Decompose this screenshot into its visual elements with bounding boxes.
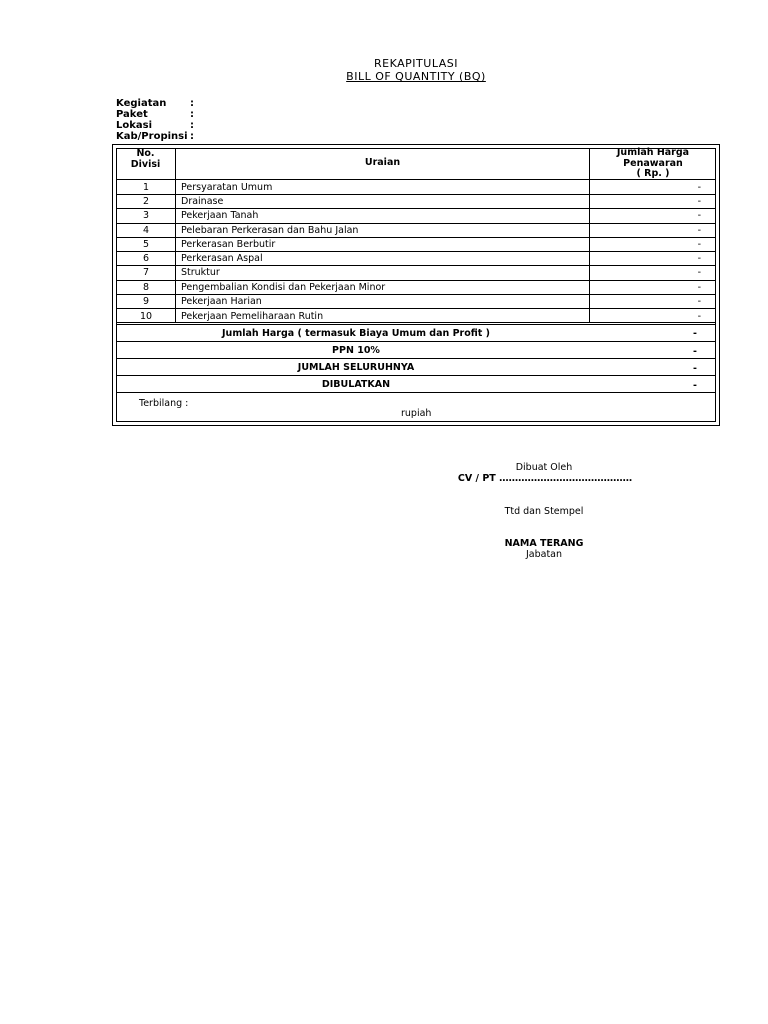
header-amount-line3: ( Rp. ) <box>636 168 670 179</box>
row-amount: - <box>697 281 701 293</box>
info-label: Lokasi <box>116 120 153 131</box>
company-line: CV / PT …………………………………… <box>457 473 633 484</box>
summary-amount: - <box>693 362 697 374</box>
row-no: 9 <box>142 295 150 307</box>
bq-table <box>112 144 720 426</box>
row-no: 8 <box>142 281 150 293</box>
summary-label: JUMLAH SELURUHNYA <box>297 361 415 373</box>
info-separator: : <box>190 109 194 120</box>
row-desc: Pelebaran Perkerasan dan Bahu Jalan <box>181 224 359 236</box>
row-desc: Drainase <box>181 195 224 207</box>
row-no: 3 <box>142 209 150 221</box>
header-uraian: Uraian <box>364 157 401 168</box>
summary-label: PPN 10% <box>332 344 380 356</box>
row-no: 2 <box>142 195 150 207</box>
row-amount: - <box>697 195 701 207</box>
row-desc: Pekerjaan Pemeliharaan Rutin <box>181 310 324 322</box>
summary-amount: - <box>693 379 697 391</box>
document-subtitle-text: BILL OF QUANTITY (BQ) <box>346 70 486 83</box>
row-no: 1 <box>142 181 150 193</box>
header-amount-line1: Jumlah Harga <box>616 147 690 158</box>
summary-amount: - <box>693 345 697 357</box>
info-separator: : <box>190 120 194 131</box>
row-no: 4 <box>142 224 150 236</box>
row-no: 7 <box>142 266 150 278</box>
row-amount: - <box>697 266 701 278</box>
row-amount: - <box>697 181 701 193</box>
row-amount: - <box>697 224 701 236</box>
info-block <box>116 98 194 142</box>
stamp-label: Ttd dan Stempel <box>504 506 584 517</box>
info-label: Kab/Propinsi <box>116 131 188 142</box>
row-amount: - <box>697 238 701 250</box>
info-paket <box>116 109 194 120</box>
summary-label: Jumlah Harga ( termasuk Biaya Umum dan Profit ) <box>222 327 490 339</box>
row-amount: - <box>697 310 701 322</box>
header-jumlah-harga <box>590 148 716 180</box>
row-no: 10 <box>139 310 153 322</box>
row-amount: - <box>697 252 701 264</box>
row-amount: - <box>697 295 701 307</box>
summary-amount: - <box>693 327 697 339</box>
row-desc: Perkerasan Berbutir <box>181 238 276 250</box>
info-kegiatan <box>116 98 194 109</box>
document-subtitle <box>0 70 768 83</box>
header-no-divisi <box>116 149 175 170</box>
header-no-line2: Divisi <box>130 158 161 170</box>
info-lokasi <box>116 120 194 131</box>
row-no: 5 <box>142 238 150 250</box>
info-separator: : <box>190 131 194 142</box>
header-no-line1: No. <box>136 148 155 159</box>
row-desc: Pekerjaan Harian <box>181 295 262 307</box>
row-desc: Perkerasan Aspal <box>181 252 263 264</box>
row-amount: - <box>697 209 701 221</box>
summary-rule <box>116 392 716 393</box>
position-label: Jabatan <box>525 549 563 560</box>
summary-top-rule <box>116 322 716 323</box>
row-desc: Pekerjaan Tanah <box>181 209 259 221</box>
document-title: REKAPITULASI <box>374 57 458 70</box>
rupiah-label: rupiah <box>401 408 432 419</box>
info-kab-propinsi <box>116 131 194 142</box>
info-label: Kegiatan <box>116 98 167 109</box>
row-desc: Persyaratan Umum <box>181 181 273 193</box>
made-by-label: Dibuat Oleh <box>515 462 573 473</box>
terbilang-label: Terbilang : <box>139 398 189 409</box>
row-no: 6 <box>142 252 150 264</box>
row-desc: Struktur <box>181 266 220 278</box>
summary-label: DIBULATKAN <box>321 378 391 390</box>
name-label: NAMA TERANG <box>504 538 584 549</box>
row-desc: Pengembalian Kondisi dan Pekerjaan Minor <box>181 281 386 293</box>
info-separator: : <box>190 98 194 109</box>
header-amount-line2: Penawaran <box>623 157 683 169</box>
info-label: Paket <box>116 109 148 120</box>
